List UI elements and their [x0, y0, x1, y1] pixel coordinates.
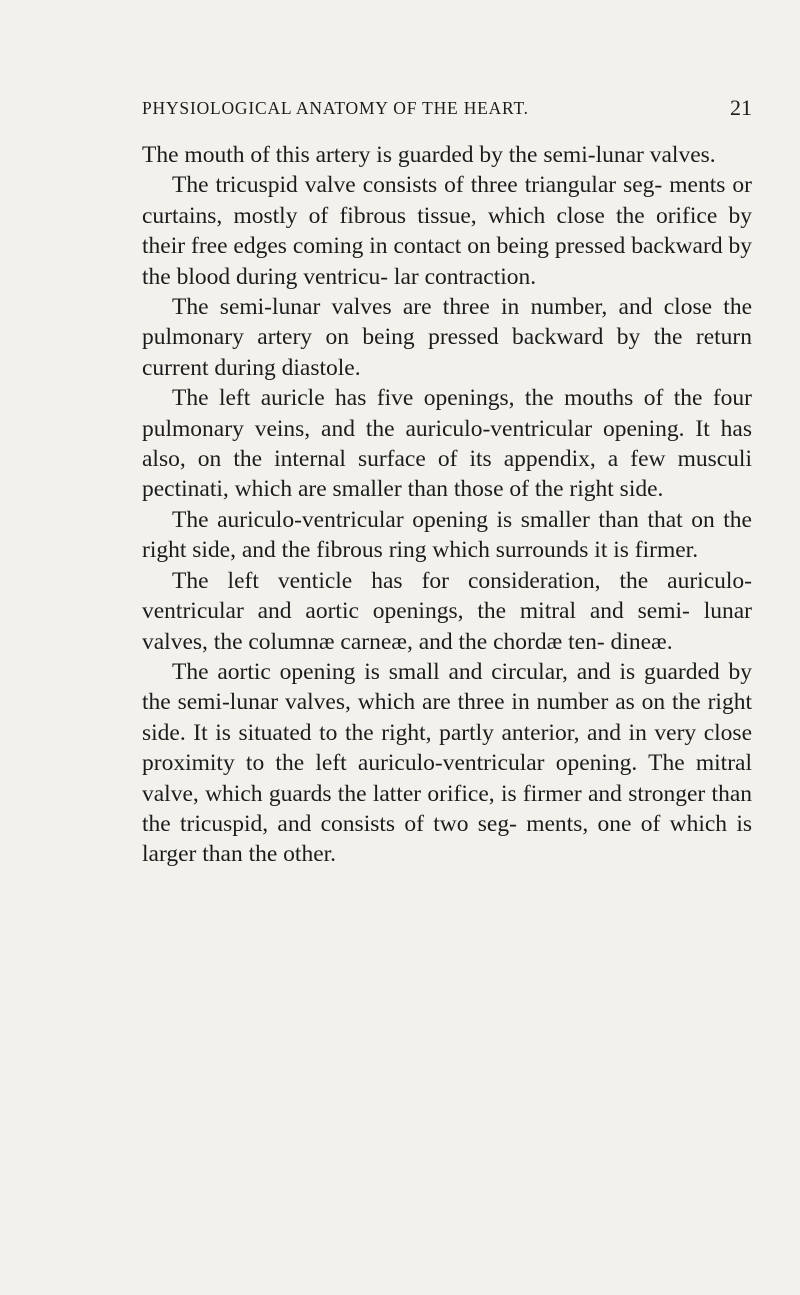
running-title: PHYSIOLOGICAL ANATOMY OF THE HEART.: [142, 98, 529, 118]
paragraph-semilunar-intro: The mouth of this artery is guarded by the semi-lunar valves.: [142, 142, 716, 168]
paragraph-auriculo-ventricular-opening: The auriculo-ventricular opening is smaller than that on the right side, and the fibrous ring which surrounds it is firmer.: [142, 506, 752, 564]
paragraph-aortic-opening: The aortic opening is small and circular, and is guarded by the semi-lunar valves, which are three in number as on the right side. It is situated to the right, partly anterior, and in very close proximity to the left auriculo-ventricular opening. The mitral valve, which guards the latter orifice, is firmer and stronger than the tricuspid, and consists of two seg- ments, one of which is larger than the other.: [142, 658, 752, 868]
body-text: [142, 140, 752, 870]
paragraph-left-auricle: The left auricle has five openings, the mouths of the four pulmonary veins, and the auriculo-ventricular opening. It has also, on the internal surface of its appendix, a few musculi pectinati, which are smaller than those of the right side.: [142, 385, 752, 503]
paragraph-left-ventricle: The left venticle has for consideration, the auriculo- ventricular and aortic openings, the mitral and semi- lunar valves, the columnæ carneæ, and the chordæ ten- dineæ.: [142, 567, 752, 655]
running-head: [142, 93, 752, 123]
paragraph-semilunar-valves: The semi-lunar valves are three in number, and close the pulmonary artery on being pressed backward by the return current during diastole.: [142, 294, 752, 381]
paragraph-tricuspid-valve: The tricuspid valve consists of three triangular seg- ments or curtains, mostly of fibrous tissue, which close the orifice by their free edges coming in contact on being pressed backward by the blood during ventricu- lar contraction.: [142, 172, 752, 290]
page-number: 21: [730, 95, 752, 120]
